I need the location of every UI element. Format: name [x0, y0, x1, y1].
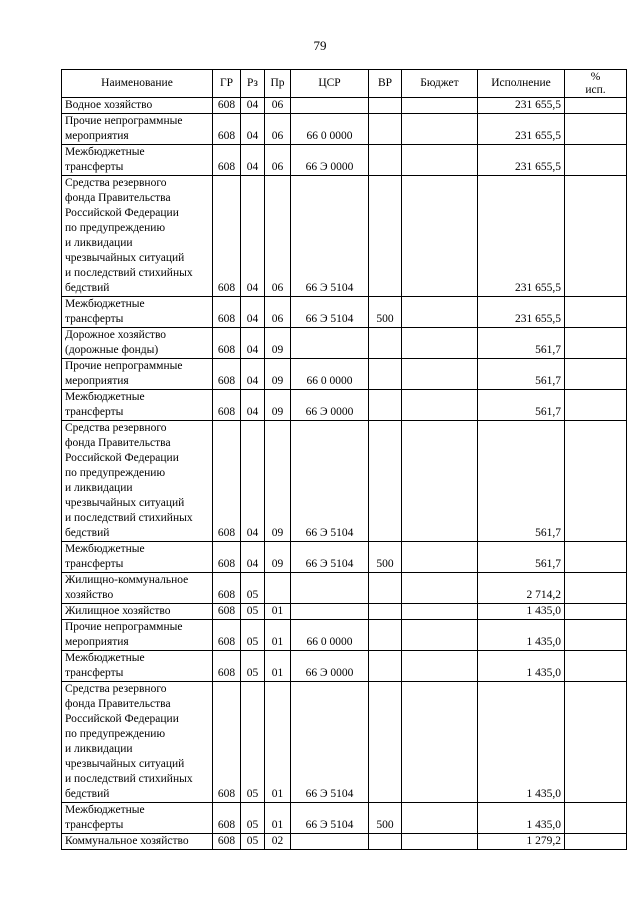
table-row — [62, 297, 627, 328]
cell-vr — [369, 328, 402, 359]
cell-csr: 66 Э 5104 — [291, 803, 369, 834]
cell-name: Межбюджетные трансферты — [62, 145, 213, 176]
cell-csr — [291, 834, 369, 850]
cell-execution: 231 655,5 — [478, 114, 565, 145]
cell-name: Прочие непрограммные мероприятия — [62, 620, 213, 651]
cell-name: Межбюджетные трансферты — [62, 542, 213, 573]
cell-csr: 66 0 0000 — [291, 620, 369, 651]
cell-pr: 06 — [265, 145, 291, 176]
cell-execution: 231 655,5 — [478, 98, 565, 114]
budget-table — [61, 69, 627, 850]
cell-execution: 1 435,0 — [478, 620, 565, 651]
cell-pr: 09 — [265, 328, 291, 359]
cell-percent — [565, 803, 627, 834]
table-row — [62, 390, 627, 421]
cell-rz: 05 — [241, 651, 265, 682]
cell-csr — [291, 604, 369, 620]
cell-execution: 1 279,2 — [478, 834, 565, 850]
cell-rz: 04 — [241, 421, 265, 542]
cell-percent — [565, 651, 627, 682]
cell-execution: 2 714,2 — [478, 573, 565, 604]
header-csr: ЦСР — [291, 70, 369, 98]
cell-csr: 66 Э 5104 — [291, 682, 369, 803]
cell-pr: 06 — [265, 176, 291, 297]
cell-pr: 01 — [265, 604, 291, 620]
cell-gr: 608 — [213, 542, 241, 573]
cell-budget — [402, 98, 478, 114]
cell-gr: 608 — [213, 359, 241, 390]
cell-budget — [402, 359, 478, 390]
cell-vr — [369, 145, 402, 176]
cell-percent — [565, 390, 627, 421]
cell-percent — [565, 114, 627, 145]
table-header-row — [62, 70, 627, 98]
cell-pr: 06 — [265, 297, 291, 328]
cell-vr — [369, 604, 402, 620]
cell-csr: 66 Э 0000 — [291, 390, 369, 421]
cell-name: Средства резервного фонда Правительства Российской Федерации по предупреждению и ликвидации чрезвычайных ситуаций и последствий стихийных бедствий — [62, 682, 213, 803]
cell-vr: 500 — [369, 803, 402, 834]
table-row — [62, 145, 627, 176]
cell-execution: 561,7 — [478, 328, 565, 359]
cell-csr — [291, 573, 369, 604]
cell-rz: 04 — [241, 114, 265, 145]
cell-gr: 608 — [213, 390, 241, 421]
cell-vr — [369, 359, 402, 390]
cell-pr: 01 — [265, 651, 291, 682]
cell-gr: 608 — [213, 145, 241, 176]
cell-execution: 1 435,0 — [478, 803, 565, 834]
cell-pr: 01 — [265, 620, 291, 651]
cell-pr: 01 — [265, 682, 291, 803]
cell-vr — [369, 834, 402, 850]
cell-gr: 608 — [213, 176, 241, 297]
cell-gr: 608 — [213, 297, 241, 328]
cell-budget — [402, 573, 478, 604]
cell-name: Средства резервного фонда Правительства Российской Федерации по предупреждению и ликвидации чрезвычайных ситуаций и последствий стихийных бедствий — [62, 421, 213, 542]
cell-percent — [565, 176, 627, 297]
cell-name: Водное хозяйство — [62, 98, 213, 114]
cell-pr: 09 — [265, 359, 291, 390]
cell-csr: 66 Э 5104 — [291, 542, 369, 573]
cell-gr: 608 — [213, 573, 241, 604]
cell-pr: 02 — [265, 834, 291, 850]
cell-budget — [402, 176, 478, 297]
cell-gr: 608 — [213, 98, 241, 114]
cell-gr: 608 — [213, 834, 241, 850]
cell-rz: 05 — [241, 834, 265, 850]
cell-pr: 09 — [265, 390, 291, 421]
cell-pr: 09 — [265, 542, 291, 573]
cell-vr — [369, 620, 402, 651]
cell-csr: 66 Э 5104 — [291, 176, 369, 297]
cell-execution: 231 655,5 — [478, 297, 565, 328]
table-row — [62, 604, 627, 620]
table-row — [62, 803, 627, 834]
cell-percent — [565, 604, 627, 620]
cell-budget — [402, 542, 478, 573]
cell-vr — [369, 682, 402, 803]
cell-percent — [565, 620, 627, 651]
cell-execution: 1 435,0 — [478, 604, 565, 620]
cell-rz: 05 — [241, 620, 265, 651]
cell-gr: 608 — [213, 682, 241, 803]
header-rz: Рз — [241, 70, 265, 98]
cell-rz: 04 — [241, 297, 265, 328]
cell-execution: 561,7 — [478, 359, 565, 390]
cell-rz: 05 — [241, 573, 265, 604]
table-row — [62, 834, 627, 850]
table-row — [62, 651, 627, 682]
header-pr: Пр — [265, 70, 291, 98]
table-row — [62, 682, 627, 803]
cell-rz: 04 — [241, 542, 265, 573]
cell-percent — [565, 145, 627, 176]
cell-budget — [402, 297, 478, 328]
cell-pr: 01 — [265, 803, 291, 834]
cell-gr: 608 — [213, 651, 241, 682]
header-percent: % исп. — [565, 70, 627, 98]
cell-pr: 09 — [265, 421, 291, 542]
cell-csr: 66 0 0000 — [291, 114, 369, 145]
cell-percent — [565, 421, 627, 542]
cell-gr: 608 — [213, 604, 241, 620]
table-row — [62, 620, 627, 651]
cell-vr — [369, 98, 402, 114]
table-row — [62, 573, 627, 604]
cell-name: Дорожное хозяйство (дорожные фонды) — [62, 328, 213, 359]
cell-pr — [265, 573, 291, 604]
cell-budget — [402, 834, 478, 850]
cell-csr — [291, 328, 369, 359]
cell-execution: 561,7 — [478, 390, 565, 421]
cell-name: Межбюджетные трансферты — [62, 651, 213, 682]
cell-rz: 04 — [241, 176, 265, 297]
cell-budget — [402, 604, 478, 620]
cell-vr — [369, 114, 402, 145]
cell-gr: 608 — [213, 620, 241, 651]
cell-rz: 04 — [241, 98, 265, 114]
cell-execution: 231 655,5 — [478, 176, 565, 297]
cell-vr — [369, 421, 402, 542]
cell-csr: 66 Э 0000 — [291, 651, 369, 682]
cell-rz: 04 — [241, 145, 265, 176]
cell-percent — [565, 328, 627, 359]
cell-gr: 608 — [213, 114, 241, 145]
cell-rz: 05 — [241, 803, 265, 834]
cell-budget — [402, 145, 478, 176]
cell-budget — [402, 682, 478, 803]
cell-budget — [402, 421, 478, 542]
table-row — [62, 542, 627, 573]
cell-vr — [369, 390, 402, 421]
cell-budget — [402, 803, 478, 834]
cell-budget — [402, 114, 478, 145]
cell-execution: 1 435,0 — [478, 651, 565, 682]
cell-vr: 500 — [369, 297, 402, 328]
cell-budget — [402, 328, 478, 359]
cell-csr: 66 0 0000 — [291, 359, 369, 390]
cell-percent — [565, 682, 627, 803]
header-budget: Бюджет — [402, 70, 478, 98]
cell-percent — [565, 573, 627, 604]
cell-gr: 608 — [213, 421, 241, 542]
cell-name: Межбюджетные трансферты — [62, 390, 213, 421]
cell-execution: 561,7 — [478, 542, 565, 573]
header-gr: ГР — [213, 70, 241, 98]
header-name: Наименование — [62, 70, 213, 98]
cell-csr: 66 Э 0000 — [291, 145, 369, 176]
cell-gr: 608 — [213, 803, 241, 834]
cell-execution: 231 655,5 — [478, 145, 565, 176]
cell-budget — [402, 651, 478, 682]
cell-rz: 05 — [241, 604, 265, 620]
cell-vr: 500 — [369, 542, 402, 573]
cell-name: Межбюджетные трансферты — [62, 297, 213, 328]
cell-name: Прочие непрограммные мероприятия — [62, 359, 213, 390]
cell-vr — [369, 573, 402, 604]
cell-percent — [565, 98, 627, 114]
cell-gr: 608 — [213, 328, 241, 359]
cell-name: Средства резервного фонда Правительства Российской Федерации по предупреждению и ликвидации чрезвычайных ситуаций и последствий стихийных бедствий — [62, 176, 213, 297]
cell-name: Жилищно-коммунальное хозяйство — [62, 573, 213, 604]
cell-rz: 04 — [241, 390, 265, 421]
cell-rz: 04 — [241, 359, 265, 390]
cell-pr: 06 — [265, 114, 291, 145]
cell-percent — [565, 359, 627, 390]
page-number: 79 — [313, 38, 327, 53]
table-row — [62, 359, 627, 390]
cell-execution: 561,7 — [478, 421, 565, 542]
cell-percent — [565, 297, 627, 328]
table-row — [62, 114, 627, 145]
cell-percent — [565, 542, 627, 573]
cell-budget — [402, 620, 478, 651]
cell-budget — [402, 390, 478, 421]
cell-csr: 66 Э 5104 — [291, 297, 369, 328]
cell-name: Жилищное хозяйство — [62, 604, 213, 620]
cell-name: Коммунальное хозяйство — [62, 834, 213, 850]
header-vr: ВР — [369, 70, 402, 98]
cell-rz: 04 — [241, 328, 265, 359]
cell-execution: 1 435,0 — [478, 682, 565, 803]
header-execution: Исполнение — [478, 70, 565, 98]
table-row — [62, 98, 627, 114]
table-row — [62, 176, 627, 297]
cell-csr: 66 Э 5104 — [291, 421, 369, 542]
cell-vr — [369, 651, 402, 682]
cell-csr — [291, 98, 369, 114]
cell-percent — [565, 834, 627, 850]
cell-rz: 05 — [241, 682, 265, 803]
cell-vr — [369, 176, 402, 297]
table-row — [62, 421, 627, 542]
cell-name: Прочие непрограммные мероприятия — [62, 114, 213, 145]
table-row — [62, 328, 627, 359]
cell-pr: 06 — [265, 98, 291, 114]
cell-name: Межбюджетные трансферты — [62, 803, 213, 834]
